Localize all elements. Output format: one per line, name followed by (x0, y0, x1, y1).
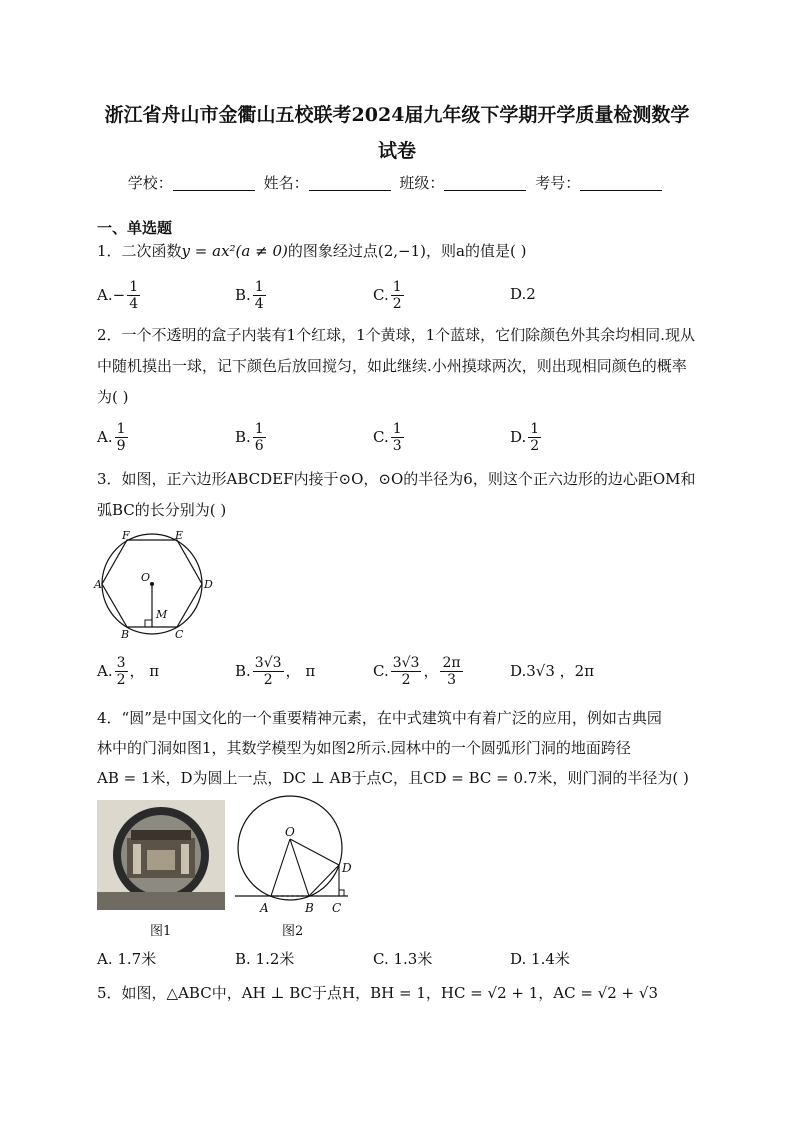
fraction (253, 279, 266, 313)
option-tail: ， π (285, 662, 316, 680)
right-angle-mark (145, 620, 152, 627)
question-4-line-3: AB = 1米，D为圆上一点，DC ⊥ AB于点C，且CD = BC = 0.7米，则门洞的半径为( ) (97, 769, 689, 787)
circle-door-figure (233, 795, 363, 920)
title-line-1: 浙江省舟山市金衢山五校联考2024届九年级下学期开学质量检测数学 (104, 104, 690, 126)
fraction (253, 655, 284, 689)
school-label: 学校： (127, 174, 173, 192)
denominator: 6 (254, 438, 264, 454)
school-blank[interactable] (173, 176, 255, 191)
numerator: 3 (116, 655, 126, 671)
question-2: 2．一个不透明的盒子内装有1个红球，1个黄球，1个蓝球，它们除颜色外其余均相同.现从中随机摸出一球，记下颜色后放回搅匀，如此继续.小州摸球两次，则出现相同颜色的概率为( ) (97, 326, 695, 406)
denominator: 3 (447, 672, 456, 688)
q2-option-c[interactable] (373, 421, 406, 455)
denominator: 2 (392, 296, 402, 312)
option-label: A. (97, 428, 113, 446)
option-tail: ， (423, 662, 439, 680)
name-label: 姓名： (263, 174, 309, 192)
option-sign: − (112, 286, 126, 304)
label-d: D (204, 578, 213, 591)
option-text: 3√3 ，2π (526, 662, 595, 680)
option-label: C. (373, 286, 389, 304)
label-a: A (94, 578, 102, 591)
fraction (440, 655, 462, 689)
label-o: O (141, 571, 151, 584)
option-label: A. (97, 286, 113, 304)
label-d: D (342, 861, 352, 875)
numerator: 1 (392, 279, 402, 295)
label-a: A (260, 901, 269, 915)
number-label: 考号： (535, 174, 581, 192)
option-label: C. (373, 662, 389, 680)
option-label: C. (373, 428, 389, 446)
numerator: 1 (116, 421, 126, 437)
fraction (528, 421, 541, 455)
option-tail: ， π (129, 662, 160, 680)
center-point (150, 582, 154, 586)
numerator: 1 (530, 421, 540, 437)
right-angle-mark-c (339, 890, 344, 896)
question-5: 5．如图，△ABC中，AH ⊥ BC于点H，BH = 1，HC = √2 + 1，AC = √2 + √3 (97, 984, 658, 1002)
q1-option-d[interactable]: D.2 (510, 285, 536, 303)
fraction (391, 421, 404, 455)
class-blank[interactable] (444, 176, 526, 191)
door-circle (238, 796, 342, 900)
q3-option-c[interactable] (373, 655, 465, 689)
label-o: O (285, 825, 295, 839)
option-label: B. (235, 662, 251, 680)
denominator: 2 (116, 672, 126, 688)
figure-1-caption: 图1 (150, 924, 172, 939)
number-blank[interactable] (580, 176, 662, 191)
question-1 (97, 236, 707, 267)
q1-option-a[interactable] (97, 279, 142, 313)
q1-formula: y = ax²(a ≠ 0) (181, 242, 288, 260)
fraction (253, 421, 266, 455)
fraction (127, 279, 140, 313)
denominator: 2 (263, 672, 273, 688)
numerator: 1 (129, 279, 139, 295)
q1-text-pre: 1．二次函数 (97, 242, 182, 260)
title-line-2: 试卷 (377, 140, 416, 162)
numerator: 1 (254, 421, 264, 437)
numerator: 1 (392, 421, 402, 437)
question-3: 3．如图，正六边形ABCDEF内接于⊙O，⊙O的半径为6，则这个正六边形的边心距OM和弧BC的长分别为( ) (97, 470, 696, 519)
q4-option-d[interactable]: D. 1.4米 (510, 950, 570, 968)
q1-text-post: ，则a的值是( ) (426, 242, 527, 260)
segment-oa (271, 839, 290, 896)
label-f: F (122, 529, 130, 542)
option-label: A. (97, 662, 113, 680)
option-label: D. (510, 428, 527, 446)
label-e: E (175, 529, 184, 542)
option-label: B. (235, 428, 251, 446)
denominator: 4 (129, 296, 139, 312)
garden-door-photo (97, 800, 225, 910)
q1-option-c[interactable] (373, 279, 406, 313)
fraction (391, 655, 422, 689)
segment-bd (309, 865, 339, 896)
q1-option-b[interactable] (235, 279, 268, 313)
q1-point: (2,−1) (377, 242, 426, 260)
q2-option-d[interactable] (510, 421, 543, 455)
q3-option-b[interactable] (235, 655, 315, 689)
numerator: 2π (442, 655, 461, 671)
name-blank[interactable] (309, 176, 391, 191)
q2-option-b[interactable] (235, 421, 268, 455)
denominator: 4 (254, 296, 264, 312)
option-label: B. (235, 286, 251, 304)
numerator: 3√3 (254, 655, 282, 671)
label-m: M (156, 608, 168, 621)
class-label: 班级： (399, 174, 445, 192)
denominator: 3 (392, 438, 402, 454)
label-c: C (332, 901, 342, 915)
fraction (115, 655, 128, 689)
fraction (115, 421, 128, 455)
q4-option-a[interactable]: A. 1.7米 (97, 950, 157, 968)
q1-text-mid: 的图象经过点 (287, 242, 378, 260)
numerator: 1 (254, 279, 264, 295)
figure-2-caption: 图2 (282, 924, 304, 939)
numerator: 3√3 (392, 655, 420, 671)
q2-option-a[interactable] (97, 421, 130, 455)
denominator: 2 (530, 438, 540, 454)
section-heading: 一、单选题 (97, 219, 173, 237)
label-b: B (305, 901, 314, 915)
question-4-line-2: 林中的门洞如图1，其数学模型为如图2所示.园林中的一个圆弧形门洞的地面跨径 (97, 739, 631, 757)
label-c: C (175, 628, 184, 641)
option-label: D. (510, 662, 527, 680)
q4-option-b[interactable]: B. 1.2米 (235, 950, 295, 968)
question-4-line-1: 4．“圆”是中国文化的一个重要精神元素，在中式建筑中有着广泛的应用，例如古典园 (97, 709, 662, 727)
label-b: B (121, 628, 130, 641)
denominator: 9 (116, 438, 126, 454)
q3-option-a[interactable] (97, 655, 159, 689)
denominator: 2 (401, 672, 411, 688)
student-info-fields (0, 172, 794, 193)
q3-option-d[interactable] (510, 664, 594, 679)
hexagon-figure (95, 530, 215, 642)
fraction (391, 279, 404, 313)
q4-option-c[interactable]: C. 1.3米 (373, 950, 433, 968)
